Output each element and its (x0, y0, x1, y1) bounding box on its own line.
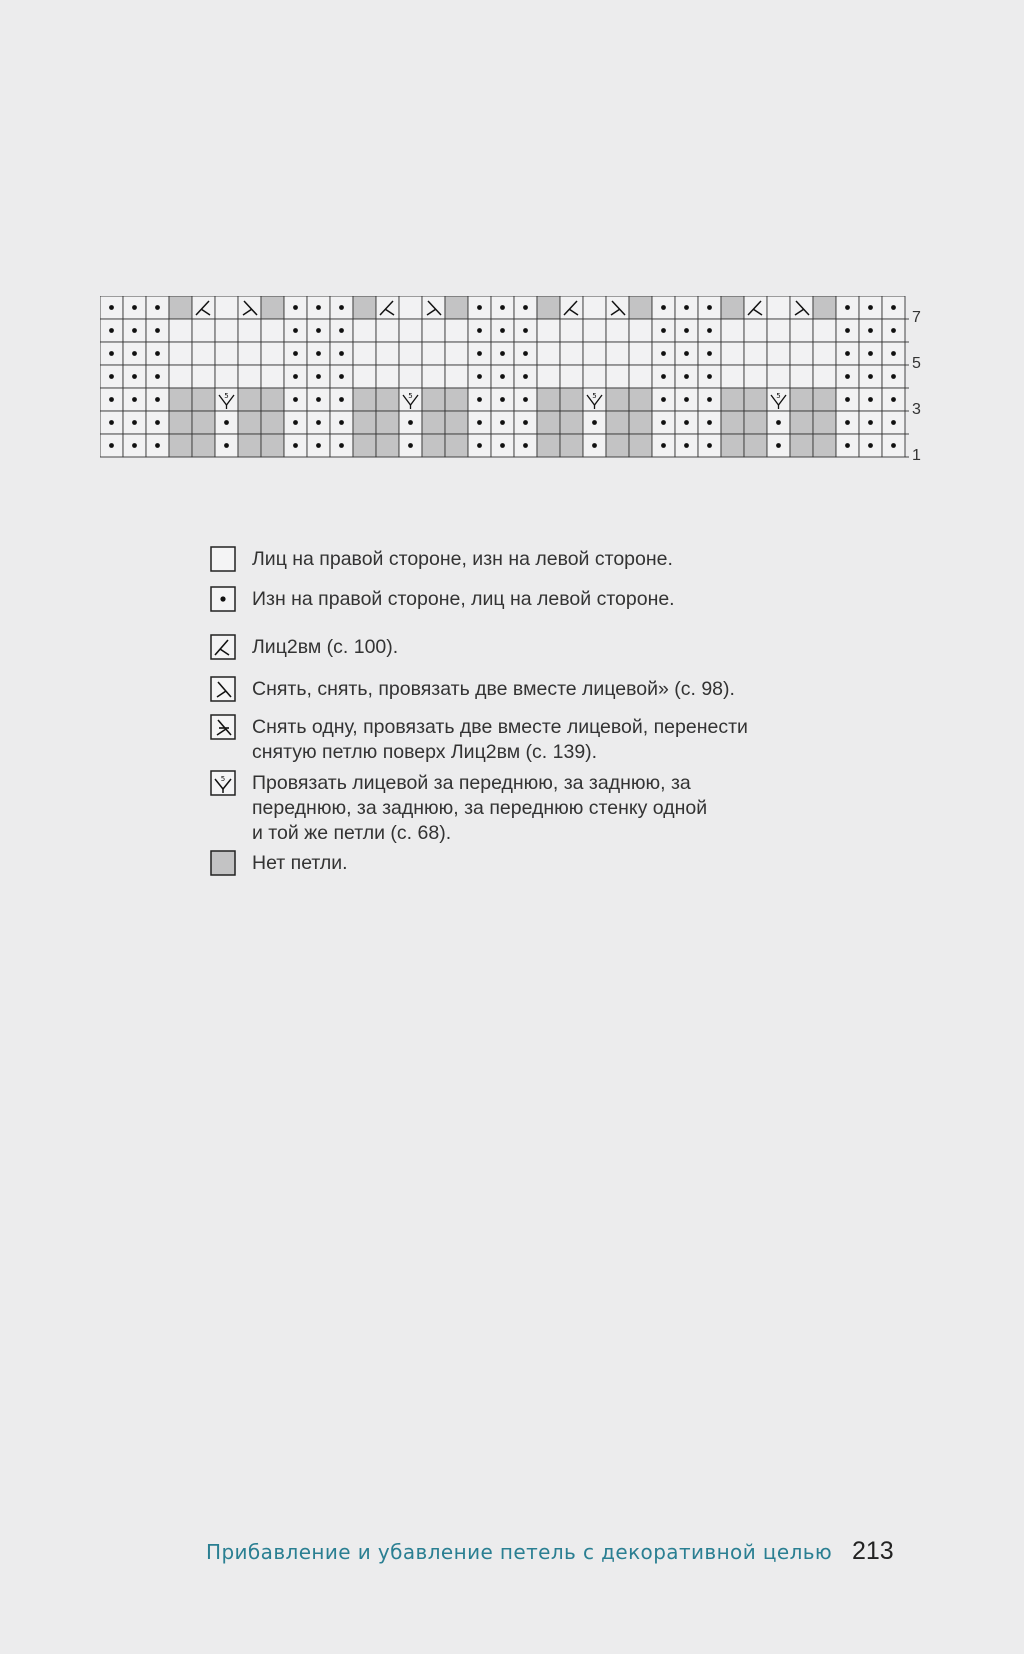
chart-cell (744, 434, 767, 457)
chart-cell (422, 319, 445, 342)
purl-dot (684, 443, 689, 448)
chart-cell (353, 365, 376, 388)
chart-cell (744, 388, 767, 411)
purl-dot (845, 443, 850, 448)
chart-cell (721, 296, 744, 319)
chart-cell (537, 365, 560, 388)
chart-cell (629, 411, 652, 434)
purl-dot (109, 420, 114, 425)
row-number-7: 7 (912, 309, 921, 326)
purl-dot (661, 443, 666, 448)
purl-dot (776, 420, 781, 425)
purl-dot (684, 374, 689, 379)
chart-cell (169, 319, 192, 342)
purl-dot (868, 443, 873, 448)
purl-dot (477, 328, 482, 333)
purl-dot (707, 305, 712, 310)
purl-dot (293, 351, 298, 356)
chart-cell (537, 388, 560, 411)
chart-cell (721, 342, 744, 365)
footer-chapter-title: Прибавление и убавление петель с декоративной целью (206, 1540, 833, 1564)
purl-dot (132, 397, 137, 402)
chart-cell (169, 342, 192, 365)
chart-cell (215, 319, 238, 342)
purl-dot (891, 443, 896, 448)
purl-dot (293, 328, 298, 333)
chart-cell (629, 296, 652, 319)
row-number-5: 5 (912, 355, 921, 372)
purl-dot (845, 397, 850, 402)
legend-text-no-stitch: Нет петли. (252, 852, 348, 874)
purl-dot (500, 305, 505, 310)
chart-cell (238, 388, 261, 411)
chart-cell (353, 296, 376, 319)
purl-dot (523, 374, 528, 379)
chart-cell (445, 319, 468, 342)
chart-cell (353, 319, 376, 342)
chart-cell (790, 411, 813, 434)
chart-cell (813, 342, 836, 365)
chart-cell (192, 388, 215, 411)
chart-cell (376, 365, 399, 388)
purl-dot (891, 397, 896, 402)
purl-dot (500, 420, 505, 425)
purl-dot (339, 351, 344, 356)
chart-cell (238, 411, 261, 434)
purl-dot (868, 328, 873, 333)
chart-cell (583, 365, 606, 388)
chart-cell (606, 342, 629, 365)
purl-dot (339, 397, 344, 402)
chart-cell (422, 388, 445, 411)
chart-cell (192, 319, 215, 342)
knitting-chart (100, 296, 930, 466)
purl-dot (224, 420, 229, 425)
chart-cell (192, 365, 215, 388)
purl-dot (132, 351, 137, 356)
purl-dot (132, 420, 137, 425)
purl-dot (339, 374, 344, 379)
chart-cell (813, 434, 836, 457)
chart-cell (169, 296, 192, 319)
svg-text:5: 5 (592, 392, 597, 400)
chart-cell (422, 411, 445, 434)
purl-dot (868, 351, 873, 356)
purl-dot (891, 328, 896, 333)
purl-dot (477, 351, 482, 356)
legend-text-ssk: Снять, снять, провязать две вместе лицевой» (с. 98). (252, 678, 735, 700)
purl-dot (707, 351, 712, 356)
chart-cell (399, 365, 422, 388)
purl-dot (661, 397, 666, 402)
chart-cell (192, 434, 215, 457)
purl-dot (891, 305, 896, 310)
purl-dot (684, 328, 689, 333)
purl-dot (707, 397, 712, 402)
purl-dot (868, 397, 873, 402)
purl-dot (293, 374, 298, 379)
purl-dot (661, 351, 666, 356)
purl-dot (477, 305, 482, 310)
purl-dot (845, 305, 850, 310)
chart-cell (790, 388, 813, 411)
chart-cell (606, 319, 629, 342)
purl-dot (523, 328, 528, 333)
chart-cell (399, 342, 422, 365)
chart-cell (422, 365, 445, 388)
chart-cell (238, 319, 261, 342)
chart-cell (238, 365, 261, 388)
purl-dot (477, 420, 482, 425)
purl-dot (523, 443, 528, 448)
chart-cell (376, 319, 399, 342)
chart-cell (445, 411, 468, 434)
chart-cell (192, 411, 215, 434)
purl-dot (293, 305, 298, 310)
chart-cell (721, 434, 744, 457)
chart-cell (629, 388, 652, 411)
chart-cell (629, 365, 652, 388)
chart-cell (376, 388, 399, 411)
purl-dot (500, 374, 505, 379)
purl-dot (868, 374, 873, 379)
legend-text-knit: Лиц на правой стороне, изн на левой стороне. (252, 548, 673, 570)
purl-dot (224, 443, 229, 448)
chart-cell (560, 365, 583, 388)
chart-cell (744, 319, 767, 342)
chart-cell (560, 434, 583, 457)
purl-dot (339, 420, 344, 425)
purl-dot (109, 443, 114, 448)
purl-dot (109, 351, 114, 356)
chart-cell (261, 365, 284, 388)
chart-cell (261, 296, 284, 319)
chart-cell (192, 342, 215, 365)
no-stitch-symbol-icon (210, 850, 236, 876)
purl-dot (109, 328, 114, 333)
purl-dot (707, 374, 712, 379)
chart-cell (629, 342, 652, 365)
purl-dot (408, 420, 413, 425)
chart-cell (238, 434, 261, 457)
chart-cell (261, 342, 284, 365)
purl-dot (523, 305, 528, 310)
chart-cell (215, 296, 238, 319)
purl-dot (316, 374, 321, 379)
purl-dot (684, 305, 689, 310)
svg-text:5: 5 (224, 392, 229, 400)
purl-dot (707, 328, 712, 333)
chart-cell (583, 296, 606, 319)
purl-dot (523, 397, 528, 402)
row-number-1: 1 (912, 447, 921, 464)
chart-cell (261, 434, 284, 457)
chart-cell (721, 411, 744, 434)
purl-dot (477, 374, 482, 379)
chart-cell (169, 365, 192, 388)
chart-cell (790, 319, 813, 342)
purl-dot (776, 443, 781, 448)
chart-cell (767, 319, 790, 342)
chart-cell (790, 342, 813, 365)
sk2p-symbol-icon (210, 714, 236, 740)
purl-dot (661, 374, 666, 379)
chart-cell (813, 319, 836, 342)
purl-dot (868, 420, 873, 425)
chart-cell (261, 319, 284, 342)
purl-dot (684, 351, 689, 356)
chart-cell (399, 319, 422, 342)
chart-cell (813, 296, 836, 319)
chart-cell (537, 411, 560, 434)
purl-dot (132, 305, 137, 310)
chart-cell (445, 365, 468, 388)
chart-cell (560, 319, 583, 342)
chart-cell (422, 434, 445, 457)
svg-text:5: 5 (220, 775, 226, 783)
chart-cell (376, 434, 399, 457)
chart-cell (399, 296, 422, 319)
legend-text-inc5: Провязать лицевой за переднюю, за заднюю, за переднюю, за заднюю, за переднюю стенку одной и той же петли (с. 68). (252, 772, 708, 844)
ssk-symbol-icon (210, 676, 236, 702)
chart-cell (790, 365, 813, 388)
purl-dot (523, 351, 528, 356)
purl-dot (477, 443, 482, 448)
purl-dot (316, 351, 321, 356)
chart-cell (238, 342, 261, 365)
chart-cell (744, 342, 767, 365)
chart-cell (606, 365, 629, 388)
chart-cell (583, 319, 606, 342)
chart-cell (813, 411, 836, 434)
purl-dot (316, 443, 321, 448)
purl-dot (500, 351, 505, 356)
purl-dot (891, 351, 896, 356)
chart-cell (721, 388, 744, 411)
chart-cell (261, 388, 284, 411)
purl-dot (891, 420, 896, 425)
chart-cell (376, 342, 399, 365)
chart-cell (537, 319, 560, 342)
purl-dot (661, 420, 666, 425)
chart-cell (721, 365, 744, 388)
chart-cell (261, 411, 284, 434)
chart-cell (744, 365, 767, 388)
purl-dot (500, 397, 505, 402)
chart-cell (560, 388, 583, 411)
chart-cell (629, 434, 652, 457)
purl-dot (707, 420, 712, 425)
chart-cell (169, 411, 192, 434)
legend-text-purl: Изн на правой стороне, лиц на левой стороне. (252, 588, 675, 610)
chart-cell (583, 342, 606, 365)
chart-cell (813, 365, 836, 388)
chart-cell (445, 342, 468, 365)
chart-cell (606, 411, 629, 434)
purl-dot (109, 397, 114, 402)
chart-cell (721, 319, 744, 342)
purl-dot (592, 443, 597, 448)
chart-cell (422, 342, 445, 365)
purl-dot (845, 328, 850, 333)
purl-dot (500, 328, 505, 333)
purl-dot (155, 374, 160, 379)
purl-dot (661, 328, 666, 333)
chart-cell (744, 411, 767, 434)
purl-dot (316, 420, 321, 425)
svg-text:5: 5 (408, 392, 413, 400)
purl-dot (155, 328, 160, 333)
increase-5-symbol-icon (210, 770, 236, 796)
chart-cell (353, 342, 376, 365)
chart-cell (560, 342, 583, 365)
purl-dot (408, 443, 413, 448)
chart-cell (215, 365, 238, 388)
purl-dot (845, 420, 850, 425)
row-number-3: 3 (912, 401, 921, 418)
purl-dot (155, 443, 160, 448)
chart-cell (537, 296, 560, 319)
chart-grid (100, 296, 910, 466)
purl-dot (868, 305, 873, 310)
chart-cell (215, 342, 238, 365)
purl-dot (684, 420, 689, 425)
purl-dot (500, 443, 505, 448)
chart-cell (537, 342, 560, 365)
chart-cell (353, 411, 376, 434)
purl-dot (293, 443, 298, 448)
chart-cell (790, 434, 813, 457)
purl-dot (707, 443, 712, 448)
purl-dot (109, 305, 114, 310)
purl-dot (339, 328, 344, 333)
purl-dot (684, 397, 689, 402)
chart-cell (353, 388, 376, 411)
chart-cell (767, 296, 790, 319)
purl-dot (523, 420, 528, 425)
chart-cell (560, 411, 583, 434)
page-number: 213 (852, 1537, 894, 1565)
purl-symbol-icon (210, 586, 236, 612)
purl-dot (132, 443, 137, 448)
purl-dot (316, 397, 321, 402)
chart-cell (767, 365, 790, 388)
chart-cell (445, 388, 468, 411)
purl-dot (316, 305, 321, 310)
chart-cell (445, 296, 468, 319)
chart-cell (606, 434, 629, 457)
purl-dot (155, 420, 160, 425)
purl-dot (155, 305, 160, 310)
chart-cell (445, 434, 468, 457)
purl-dot (109, 374, 114, 379)
purl-dot (845, 374, 850, 379)
purl-dot (339, 305, 344, 310)
purl-dot (293, 397, 298, 402)
k2tog-symbol-icon (210, 634, 236, 660)
chart-cell (606, 388, 629, 411)
legend-text-k2tog: Лиц2вм (с. 100). (252, 636, 399, 658)
chart-cell (169, 388, 192, 411)
chart-cell (537, 434, 560, 457)
chart-cell (629, 319, 652, 342)
chart-cell (376, 411, 399, 434)
chart-cell (169, 434, 192, 457)
purl-dot (316, 328, 321, 333)
purl-dot (293, 420, 298, 425)
legend-text-skp: Снять одну, провязать две вместе лицевой, перенести снятую петлю поверх Лиц2вм (с. 139). (252, 716, 748, 763)
svg-text:5: 5 (776, 392, 781, 400)
purl-dot (339, 443, 344, 448)
chart-cell (813, 388, 836, 411)
purl-dot (132, 328, 137, 333)
purl-dot (155, 351, 160, 356)
purl-dot (155, 397, 160, 402)
purl-dot (845, 351, 850, 356)
chart-cell (353, 434, 376, 457)
purl-dot (661, 305, 666, 310)
purl-dot (891, 374, 896, 379)
purl-dot (592, 420, 597, 425)
knit-symbol-icon (210, 546, 236, 572)
chart-cell (767, 342, 790, 365)
purl-dot (132, 374, 137, 379)
purl-dot (477, 397, 482, 402)
